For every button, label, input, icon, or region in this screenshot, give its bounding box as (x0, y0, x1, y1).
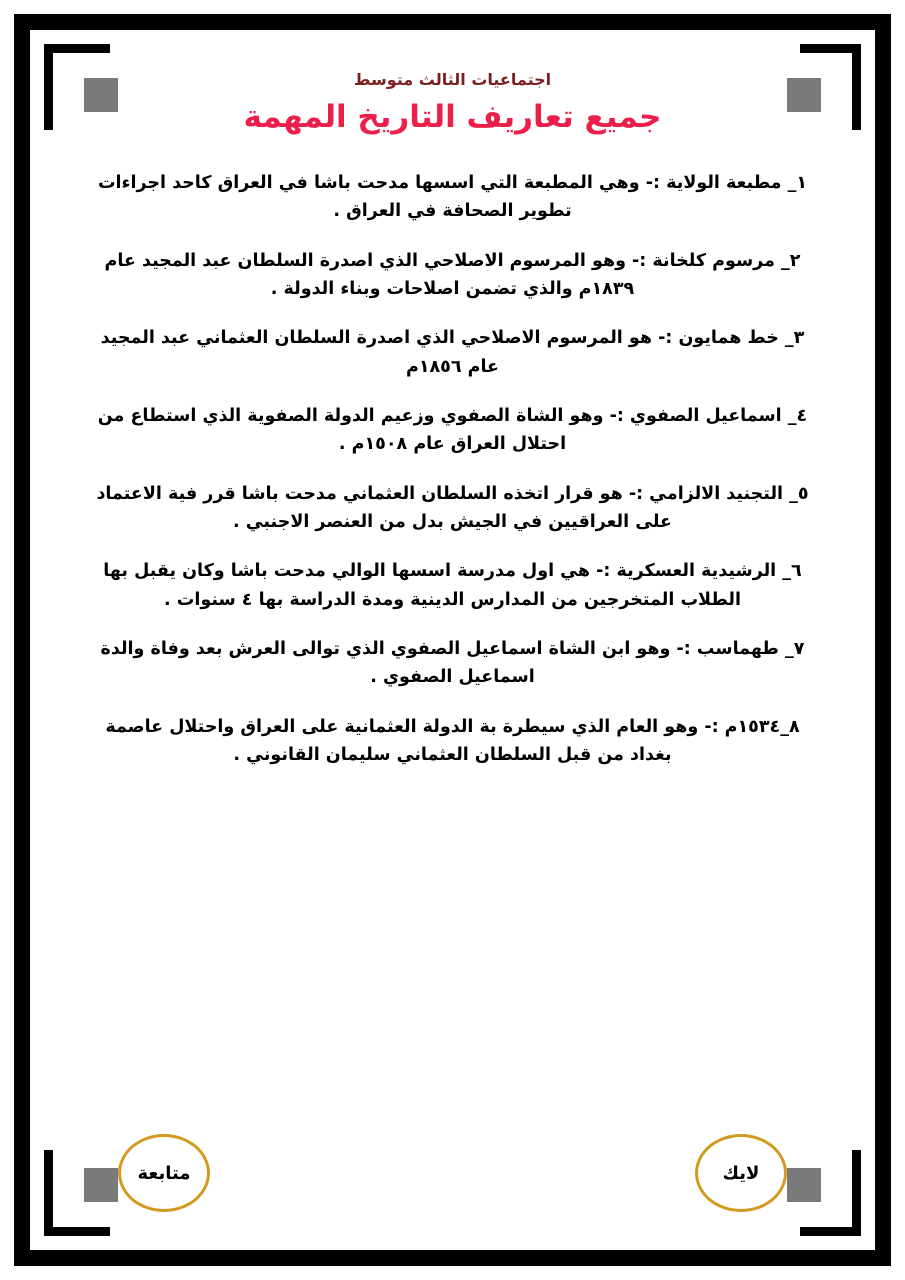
frame-notch-left (38, 130, 60, 1150)
definition-item: ٤_ اسماعيل الصفوي :- وهو الشاة الصفوي وزعيم الدولة الصفوية الذي استطاع من احتلال العراق عام ١٥٠٨م . (97, 406, 808, 455)
definition-item: ٦_ الرشيدية العسكرية :- هي اول مدرسة اسسها الوالي مدحت باشا وكان يقبل بها الطلاب المتخرجين من المدارس الدينية ومدة الدراسة بها ٤ سنوات . (103, 561, 802, 610)
definitions-list (80, 169, 825, 770)
like-badge[interactable]: لايك (695, 1134, 787, 1212)
page-title: جميع تعاريف التاريخ المهمة (243, 99, 662, 135)
document-content (80, 70, 825, 1190)
definition-item: ٧_ طهماسب :- وهو ابن الشاة اسماعيل الصفوي الذي توالى العرش بعد وفاة والدة اسماعيل الصفوي . (100, 639, 805, 688)
frame-notch-top (110, 38, 800, 60)
definition-item: ٢_ مرسوم كلخانة :- وهو المرسوم الاصلاحي الذي اصدرة السلطان عبد المجيد عام ١٨٣٩م والذي تضمن اصلاحات وبناء الدولة . (104, 250, 801, 300)
definition-item: ٣_ خط همايون :- هو المرسوم الاصلاحي الذي اصدرة السلطان العثماني عبد المجيد عام ١٨٥٦م (100, 328, 805, 377)
definition-item: ١_ مطبعة الولاية :- وهي المطبعة التي اسسها مدحت باشا في العراق كاحد اجراءات تطوير الصحافة في العراق . (97, 173, 808, 222)
frame-notch-right (845, 130, 867, 1150)
definition-item: ٨_١٥٣٤م :- وهو العام الذي سيطرة بة الدولة العثمانية على العراق واحتلال عاصمة بغداد من قبل السلطان العثماني سليمان القانوني . (105, 716, 800, 766)
frame-notch-bottom (110, 1220, 800, 1242)
definition-item: ٥_ التجنيد الالزامي :- هو قرار اتخذه السلطان العثماني مدحت باشا قرر فية الاعتماد على العراقيين في الجيش بدل من العنصر الاجنبي . (96, 483, 809, 533)
follow-badge[interactable]: متابعة (118, 1134, 210, 1212)
subject-line: اجتماعيات الثالث متوسط (353, 70, 552, 89)
